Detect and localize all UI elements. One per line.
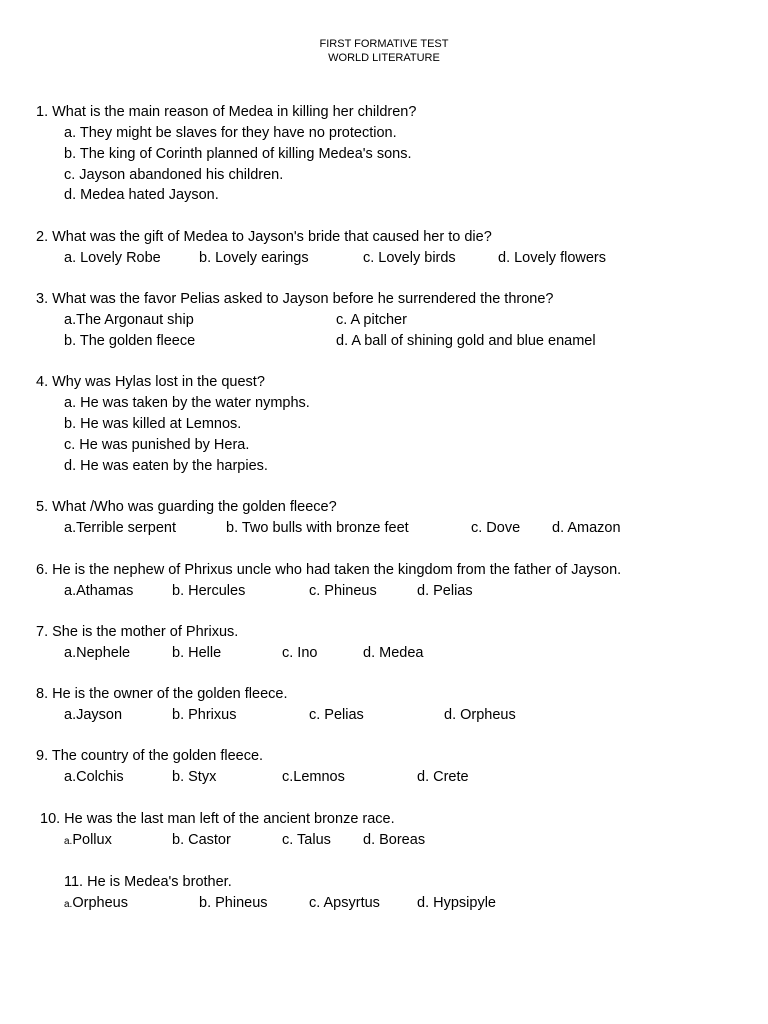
q4-option-d: d. He was eaten by the harpies. <box>64 458 268 474</box>
q8-option-c: c. Pelias <box>309 707 364 723</box>
q1-option-b: b. The king of Corinth planned of killing Medea's sons. <box>64 146 412 162</box>
q9-option-a: a.Colchis <box>64 769 124 785</box>
q10-option-c: c. Talus <box>282 832 331 848</box>
q1-option-c: c. Jayson abandoned his children. <box>64 167 284 183</box>
question-11: 11. He is Medea's brother. <box>64 874 232 890</box>
q10-option-b: b. Castor <box>172 832 231 848</box>
q10-option-a <box>64 831 112 851</box>
q3-option-c: c. A pitcher <box>336 312 407 328</box>
q4-option-b: b. He was killed at Lemnos. <box>64 416 242 432</box>
q2-option-c: c. Lovely birds <box>363 250 456 266</box>
question-4: 4. Why was Hylas lost in the quest? <box>36 374 265 390</box>
question-1: 1. What is the main reason of Medea in killing her children? <box>36 104 417 120</box>
q10-option-a-prefix: a. <box>64 836 73 847</box>
q1-option-a: a. They might be slaves for they have no protection. <box>64 125 397 141</box>
q11-option-b: b. Phineus <box>199 895 268 911</box>
question-5: 5. What /Who was guarding the golden fleece? <box>36 499 337 515</box>
q2-option-a: a. Lovely Robe <box>64 250 161 266</box>
q3-option-d: d. A ball of shining gold and blue enamel <box>336 333 596 349</box>
q7-option-c: c. Ino <box>282 645 318 661</box>
q10-option-a-text: Pollux <box>72 832 112 848</box>
q11-option-a-prefix: a. <box>64 899 73 910</box>
q8-option-a: a.Jayson <box>64 707 123 723</box>
q6-option-c: c. Phineus <box>309 583 377 599</box>
q4-option-c: c. He was punished by Hera. <box>64 437 250 453</box>
q5-option-d: d. Amazon <box>552 520 621 536</box>
question-8: 8. He is the owner of the golden fleece. <box>36 686 288 702</box>
q7-option-b: b. Helle <box>172 645 222 661</box>
q10-option-d: d. Boreas <box>363 832 426 848</box>
q5-option-b: b. Two bulls with bronze feet <box>226 520 409 536</box>
q3-option-b: b. The golden fleece <box>64 333 196 349</box>
question-2: 2. What was the gift of Medea to Jayson's bride that caused her to die? <box>36 229 492 245</box>
q8-option-d: d. Orpheus <box>444 707 516 723</box>
q4-option-a: a. He was taken by the water nymphs. <box>64 395 310 411</box>
q9-option-d: d. Crete <box>417 769 469 785</box>
q1-option-d: d. Medea hated Jayson. <box>64 187 219 203</box>
question-7: 7. She is the mother of Phrixus. <box>36 624 239 640</box>
question-6: 6. He is the nephew of Phrixus uncle who had taken the kingdom from the father of Jayson. <box>36 562 622 578</box>
q8-option-b: b. Phrixus <box>172 707 237 723</box>
q6-option-a: a.Athamas <box>64 583 134 599</box>
question-10: 10. He was the last man left of the ancient bronze race. <box>40 811 395 827</box>
question-9: 9. The country of the golden fleece. <box>36 748 264 764</box>
q2-option-b: b. Lovely earings <box>199 250 309 266</box>
q11-option-c: c. Apsyrtus <box>309 895 380 911</box>
test-title: FIRST FORMATIVE TEST <box>319 38 449 50</box>
q6-option-d: d. Pelias <box>417 583 473 599</box>
q11-option-d: d. Hypsipyle <box>417 895 496 911</box>
subject-title: WORLD LITERATURE <box>328 52 440 64</box>
q9-option-b: b. Styx <box>172 769 217 785</box>
question-3: 3. What was the favor Pelias asked to Jayson before he surrendered the throne? <box>36 291 554 307</box>
q9-option-c: c.Lemnos <box>282 769 345 785</box>
q11-option-a <box>64 894 128 914</box>
q7-option-d: d. Medea <box>363 645 424 661</box>
q11-option-a-text: Orpheus <box>72 895 128 911</box>
q5-option-a: a.Terrible serpent <box>64 520 177 536</box>
q5-option-c: c. Dove <box>471 520 521 536</box>
q2-option-d: d. Lovely flowers <box>498 250 606 266</box>
q7-option-a: a.Nephele <box>64 645 131 661</box>
q3-option-a: a.The Argonaut ship <box>64 312 194 328</box>
q6-option-b: b. Hercules <box>172 583 246 599</box>
